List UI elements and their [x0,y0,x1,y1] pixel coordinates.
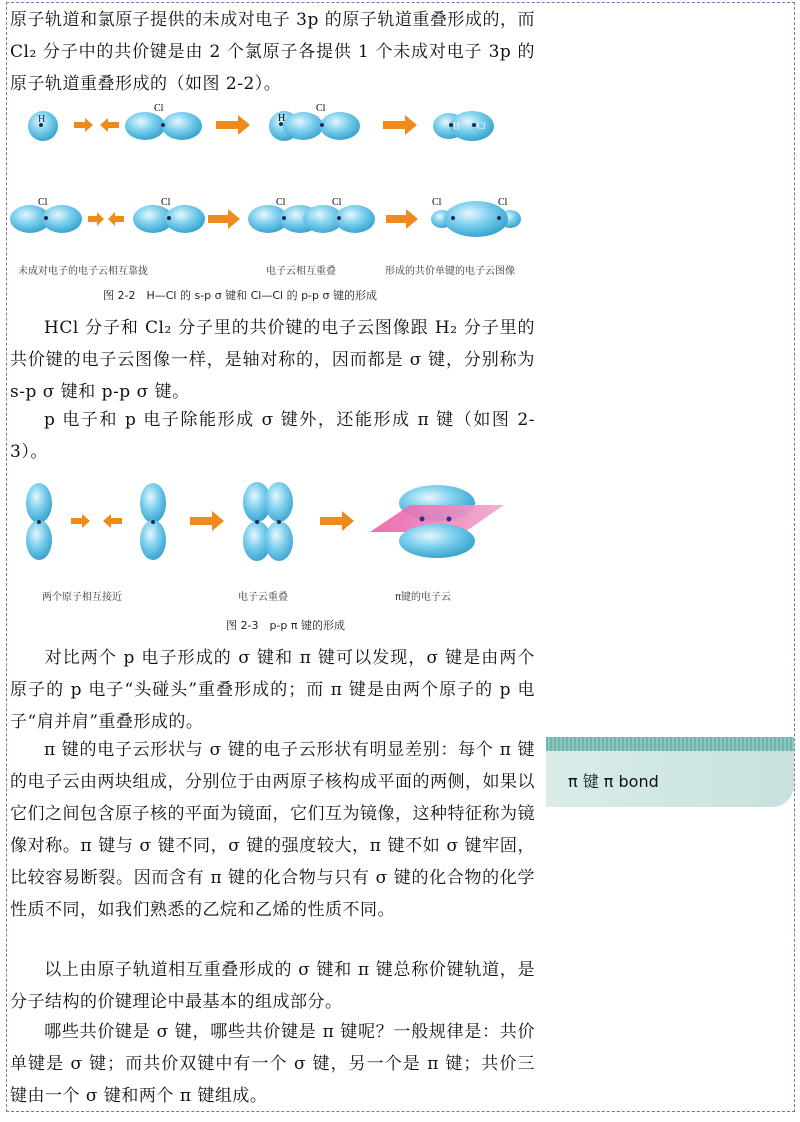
paragraph-pi-bond-intro: p 电子和 p 电子除能形成 σ 键外，还能形成 π 键（如图 2-3）。 [10,410,535,462]
cl-atom-orbital-right [133,197,205,233]
fig-2-3-label-approach: 两个原子相互接近 [42,592,122,603]
fig-2-3-label-pi-cloud: π键的电子云 [395,592,452,603]
fig-2-2-label-overlap: 电子云相互重叠 [266,266,336,277]
cl-atom-orbital-left [10,197,82,233]
cl-atom-orbital [125,103,202,140]
h-cl-overlap-orbital [269,103,360,141]
paragraph-sigma-vs-pi: 对比两个 p 电子形成的 σ 键和 π 键可以发现，σ 键是由两个原子的 p 电子“头碰头”重叠形成的；而 π 键是由两个原子的 p 电子“肩并肩”重叠形成的。 [10,648,535,732]
figure-2-2-caption: 图 2-2 H—Cl 的 s-p σ 键和 Cl—Cl 的 p-p σ 键的形成 [103,289,377,302]
h-cl-bond-orbital [433,111,494,141]
svg-text:Cl: Cl [276,197,286,208]
sidebar-stripe [546,737,794,751]
svg-text:Cl: Cl [38,197,48,208]
p-orbital-left [26,483,52,560]
glossary-term-pi-bond: π 键 π bond [568,772,659,791]
p-orbital-right [140,483,166,560]
overlap-arrow-1 [216,115,250,135]
paragraph-pi-cloud-shape: π 键的电子云形状与 σ 键的电子云形状有明显差别：每个 π 键的电子云由两块组成，分别位于由两原子核构成平面的两侧，如果以它们之间包含原子核的平面为镜面，它们互为镜像，这种特征称为镜像对称。π 键与 σ 键不同，σ 键的强度较大，π 键不如 σ 键牢固，比较容易断裂。因而含有 π 键的化合物与只有 σ 键的化合物的化学性质不同，如我们熟悉的乙烷和乙烯的性质不同。 [10,740,535,920]
approach-arrows-3 [71,514,122,528]
paragraph-rule: 哪些共价键是 σ 键，哪些共价键是 π 键呢？一般规律是：共价单键是 σ 键；而共价双键中有一个 σ 键，另一个是 π 键；共价三键由一个 σ 键和两个 π 键组成。 [10,1022,535,1106]
svg-text:Cl: Cl [498,197,508,208]
pi-bond-electron-cloud [370,485,504,558]
fig-2-2-label-approach: 未成对电子的电子云相互靠拢 [18,266,148,277]
h-label: H [38,114,46,125]
svg-text:Cl: Cl [432,197,442,208]
approach-arrows-1 [74,118,119,132]
cl-cl-overlap-orbital [248,197,375,233]
fig-2-2-label-result: 形成的共价单键的电子云图像 [385,266,515,277]
overlap-arrow-3 [190,511,224,531]
svg-text:Cl: Cl [316,103,326,114]
bond-arrow-3 [320,511,354,531]
svg-text:Cl: Cl [332,197,342,208]
svg-text:Cl: Cl [477,121,486,131]
bond-arrow-2 [386,209,418,229]
svg-text:H: H [453,121,460,131]
p-p-overlap-orbital [243,482,293,561]
approach-arrows-2 [88,212,124,226]
h-atom-orbital [28,111,58,141]
paragraph-valence-bond: 以上由原子轨道相互重叠形成的 σ 键和 π 键总称价键轨道，是分子结构的价键理论中最基本的组成部分。 [10,960,535,1012]
paragraph-hcl-cl2: HCl 分子和 Cl₂ 分子里的共价键的电子云图像跟 H₂ 分子里的共价键的电子云图像一样，是轴对称的，因而都是 σ 键，分别称为 s-p σ 键和 p-p σ 键。 [10,318,535,402]
paragraph-intro: 原子轨道和氯原子提供的未成对电子 3p 的原子轨道重叠形成的，而 Cl₂ 分子中的共价键是由 2 个氯原子各提供 1 个未成对电子 3p 的原子轨道重叠形成的（如图 2-2）。 [10,10,535,94]
cl-cl-bond-orbital [431,197,521,237]
cl-label: Cl [154,103,164,114]
figure-2-3-caption: 图 2-3 p-p π 键的形成 [226,619,346,632]
svg-text:Cl: Cl [161,197,171,208]
glossary-sidebar [546,737,794,807]
svg-text:H: H [278,113,286,124]
bond-arrow-1 [383,115,417,135]
overlap-arrow-2 [208,209,240,229]
fig-2-3-label-overlap: 电子云重叠 [238,592,288,603]
